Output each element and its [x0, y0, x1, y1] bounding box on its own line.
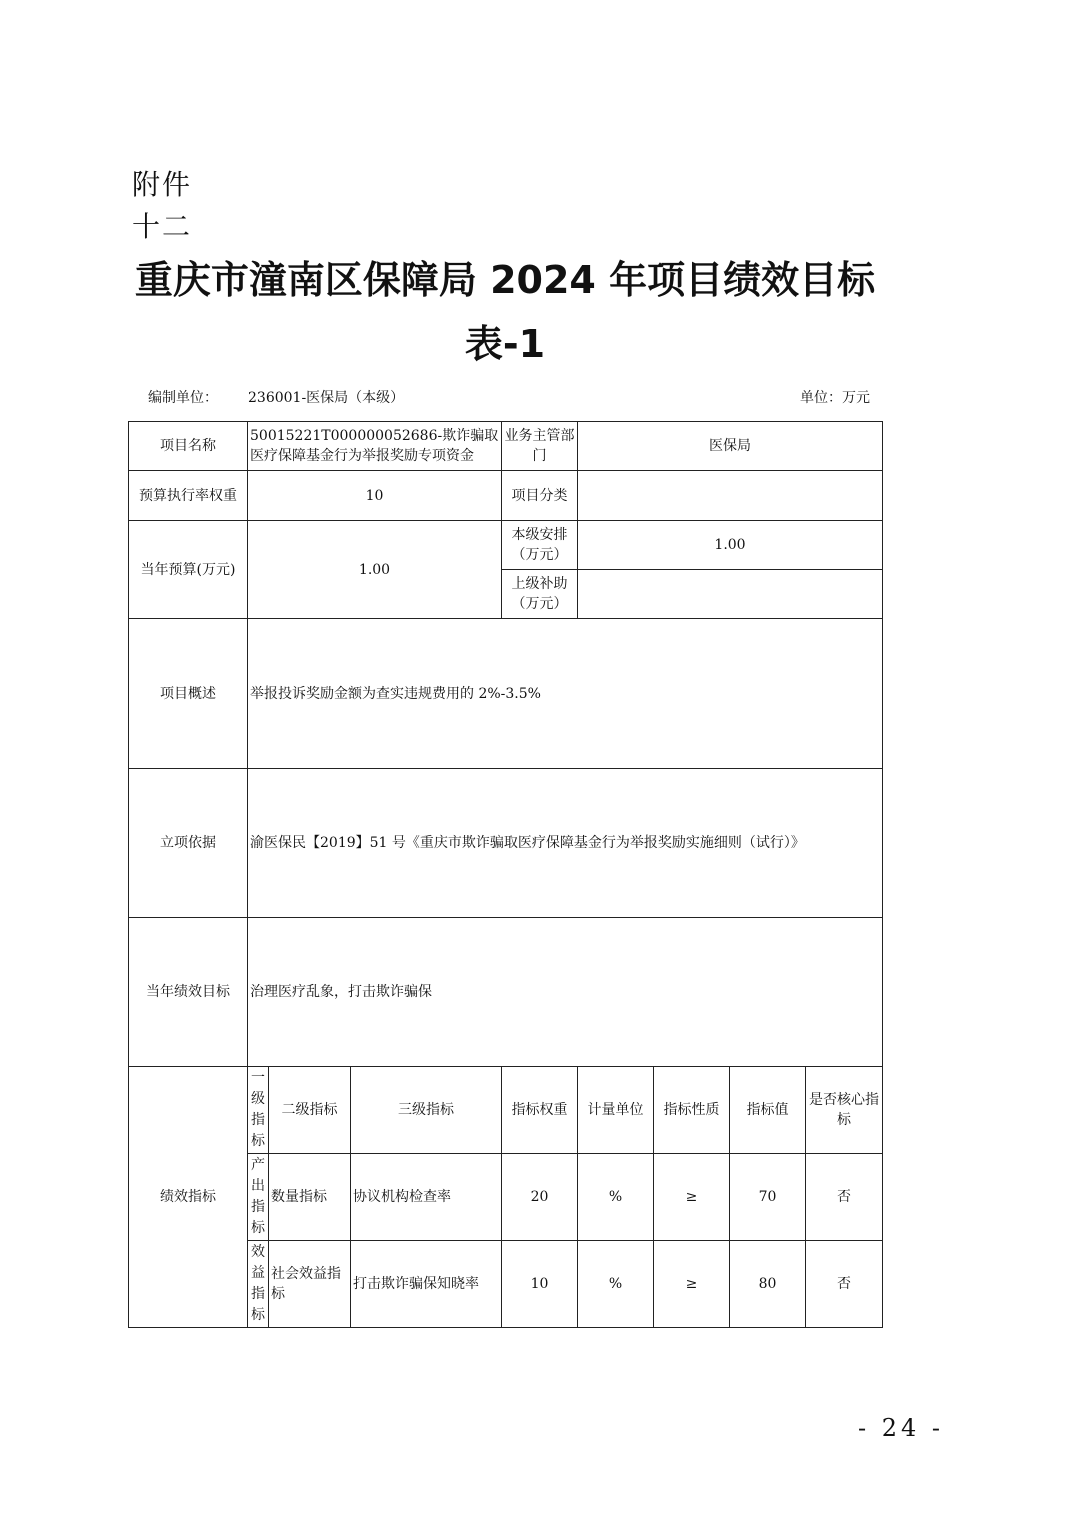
- org-value: 236001-医保局（本级）: [248, 390, 405, 406]
- table-row: [129, 521, 883, 570]
- row-level2: 数量指标: [269, 1154, 351, 1241]
- indicator-header-row: [129, 1067, 883, 1154]
- upper-value: [578, 570, 883, 619]
- header-core: 是否核心指标: [806, 1067, 883, 1154]
- budget-value: 1.00: [248, 521, 502, 619]
- row-level1: 效益指标: [248, 1241, 269, 1328]
- local-label: 本级安排（万元）: [502, 521, 578, 570]
- row-value: 80: [730, 1241, 806, 1328]
- page-number: - 24 -: [858, 1414, 945, 1442]
- annex-number: 十二: [132, 210, 193, 243]
- category-value: [578, 471, 883, 521]
- header-weight: 指标权重: [502, 1067, 578, 1154]
- annex-label: 附件: [132, 168, 193, 201]
- table-row: [129, 619, 883, 769]
- header-unit: 计量单位: [578, 1067, 654, 1154]
- budget-label: 当年预算(万元): [129, 521, 248, 619]
- row-nature: ≥: [654, 1154, 730, 1241]
- overview-value: 举报投诉奖励金额为查实违规费用的 2%-3.5%: [248, 619, 883, 769]
- indicators-label: 绩效指标: [129, 1067, 248, 1328]
- category-label: 项目分类: [502, 471, 578, 521]
- page-title: 重庆市潼南区保障局 2024 年项目绩效目标: [134, 258, 876, 302]
- row-core: 否: [806, 1241, 883, 1328]
- header-nature: 指标性质: [654, 1067, 730, 1154]
- dept-label: 业务主管部门: [502, 422, 578, 471]
- row-value: 70: [730, 1154, 806, 1241]
- row-level3: 打击欺诈骗保知晓率: [351, 1241, 502, 1328]
- basis-value: 渝医保民【2019】51 号《重庆市欺诈骗取医疗保障基金行为举报奖励实施细则（试行）》: [248, 769, 883, 918]
- project-name-label: 项目名称: [129, 422, 248, 471]
- row-level2: 社会效益指标: [269, 1241, 351, 1328]
- row-weight: 10: [502, 1241, 578, 1328]
- basis-label: 立项依据: [129, 769, 248, 918]
- local-value: 1.00: [578, 521, 883, 570]
- header-level2: 二级指标: [269, 1067, 351, 1154]
- row-level3: 协议机构检查率: [351, 1154, 502, 1241]
- table-row: [129, 471, 883, 521]
- table-row: [129, 918, 883, 1067]
- row-level1: 产出指标: [248, 1154, 269, 1241]
- weight-label: 预算执行率权重: [129, 471, 248, 521]
- row-weight: 20: [502, 1154, 578, 1241]
- page-title-suffix: 表-1: [464, 322, 546, 366]
- org-label: 编制单位：: [148, 390, 218, 406]
- weight-value: 10: [248, 471, 502, 521]
- goal-label: 当年绩效目标: [129, 918, 248, 1067]
- table-row: [129, 422, 883, 471]
- header-level1: 一级指标: [248, 1067, 269, 1154]
- row-core: 否: [806, 1154, 883, 1241]
- table-row: [129, 769, 883, 918]
- project-name-value: 50015221T000000052686-欺诈骗取医疗保障基金行为举报奖励专项资金: [248, 422, 502, 471]
- row-unit: %: [578, 1241, 654, 1328]
- row-unit: %: [578, 1154, 654, 1241]
- header-level3: 三级指标: [351, 1067, 502, 1154]
- goal-value: 治理医疗乱象，打击欺诈骗保: [248, 918, 883, 1067]
- unit-label: 单位：万元: [800, 390, 870, 406]
- overview-label: 项目概述: [129, 619, 248, 769]
- header-value: 指标值: [730, 1067, 806, 1154]
- row-nature: ≥: [654, 1241, 730, 1328]
- dept-value: 医保局: [578, 422, 883, 471]
- performance-table: [128, 421, 883, 1328]
- upper-label: 上级补助（万元）: [502, 570, 578, 619]
